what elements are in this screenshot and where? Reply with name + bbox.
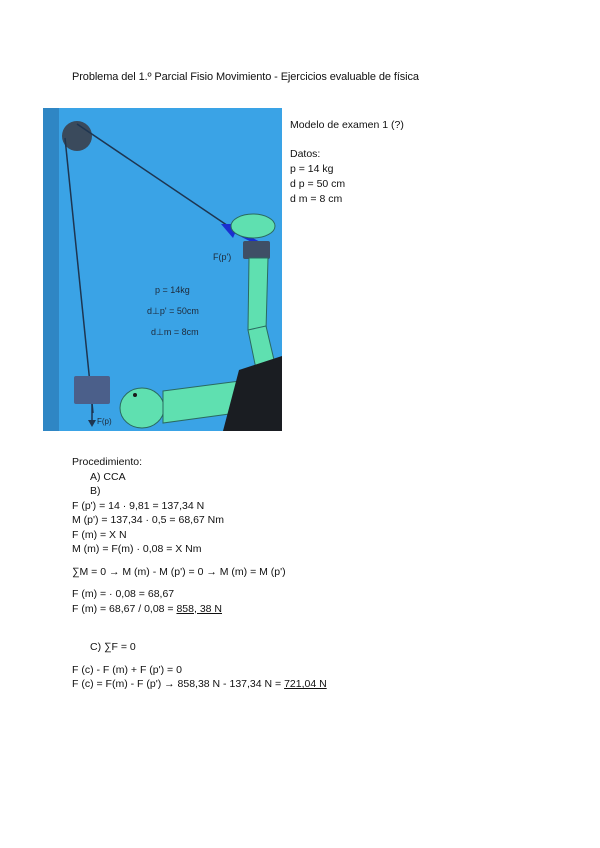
datos-dm: d m = 8 cm [290, 193, 343, 205]
dp-label: d⊥p' = 50cm [147, 306, 199, 316]
page-title: Problema del 1.º Parcial Fisio Movimiento - Ejercicios evaluable de física [72, 71, 419, 83]
line-8: F (c) - F (m) + F (p') = 0 [72, 663, 182, 676]
diagram-photo [43, 108, 282, 431]
line-5: ∑M = 0 → M (m) - M (p') = 0 → M (m) = M (p') [72, 565, 286, 578]
datos-dp: d p = 50 cm [290, 178, 346, 190]
force-label: F(p') [213, 252, 232, 262]
model-label: Modelo de examen 1 (?) [290, 119, 404, 131]
step-c: C) ∑F = 0 [90, 641, 136, 653]
datos-p: p = 14 kg [290, 163, 334, 175]
proc-heading: Procedimiento: [72, 456, 143, 468]
weight-block [243, 241, 270, 259]
line-7: F (m) = 68,67 / 0,08 = 858, 38 N [72, 602, 223, 615]
result-fc: 721,04 N [284, 678, 327, 690]
p-label: p = 14kg [155, 285, 190, 295]
line-6: F (m) = · 0,08 = 68,67 [72, 588, 175, 600]
line-3: F (m) = X N [72, 528, 127, 541]
result-fm: 858, 38 N [176, 602, 223, 615]
step-b: B) [90, 485, 101, 497]
bottom-force-label: F(p) [97, 417, 112, 426]
line-2: M (p') = 137,34 · 0,5 = 68,67 Nm [72, 514, 224, 526]
datos-heading: Datos: [290, 148, 321, 160]
dm-label: d⊥m = 8cm [151, 327, 199, 337]
line-1: F (p') = 14 · 9,81 = 137,34 N [72, 499, 205, 512]
procedure-block [72, 455, 327, 692]
step-a: A) CCA [90, 470, 126, 483]
line-9: F (c) = F(m) - F (p') → 858,38 N - 137,34 N = 721,04 N [72, 678, 327, 690]
line-4: M (m) = F(m) · 0,08 = X Nm [72, 543, 202, 555]
datos-block [290, 118, 404, 207]
hanging-weight [74, 376, 110, 404]
